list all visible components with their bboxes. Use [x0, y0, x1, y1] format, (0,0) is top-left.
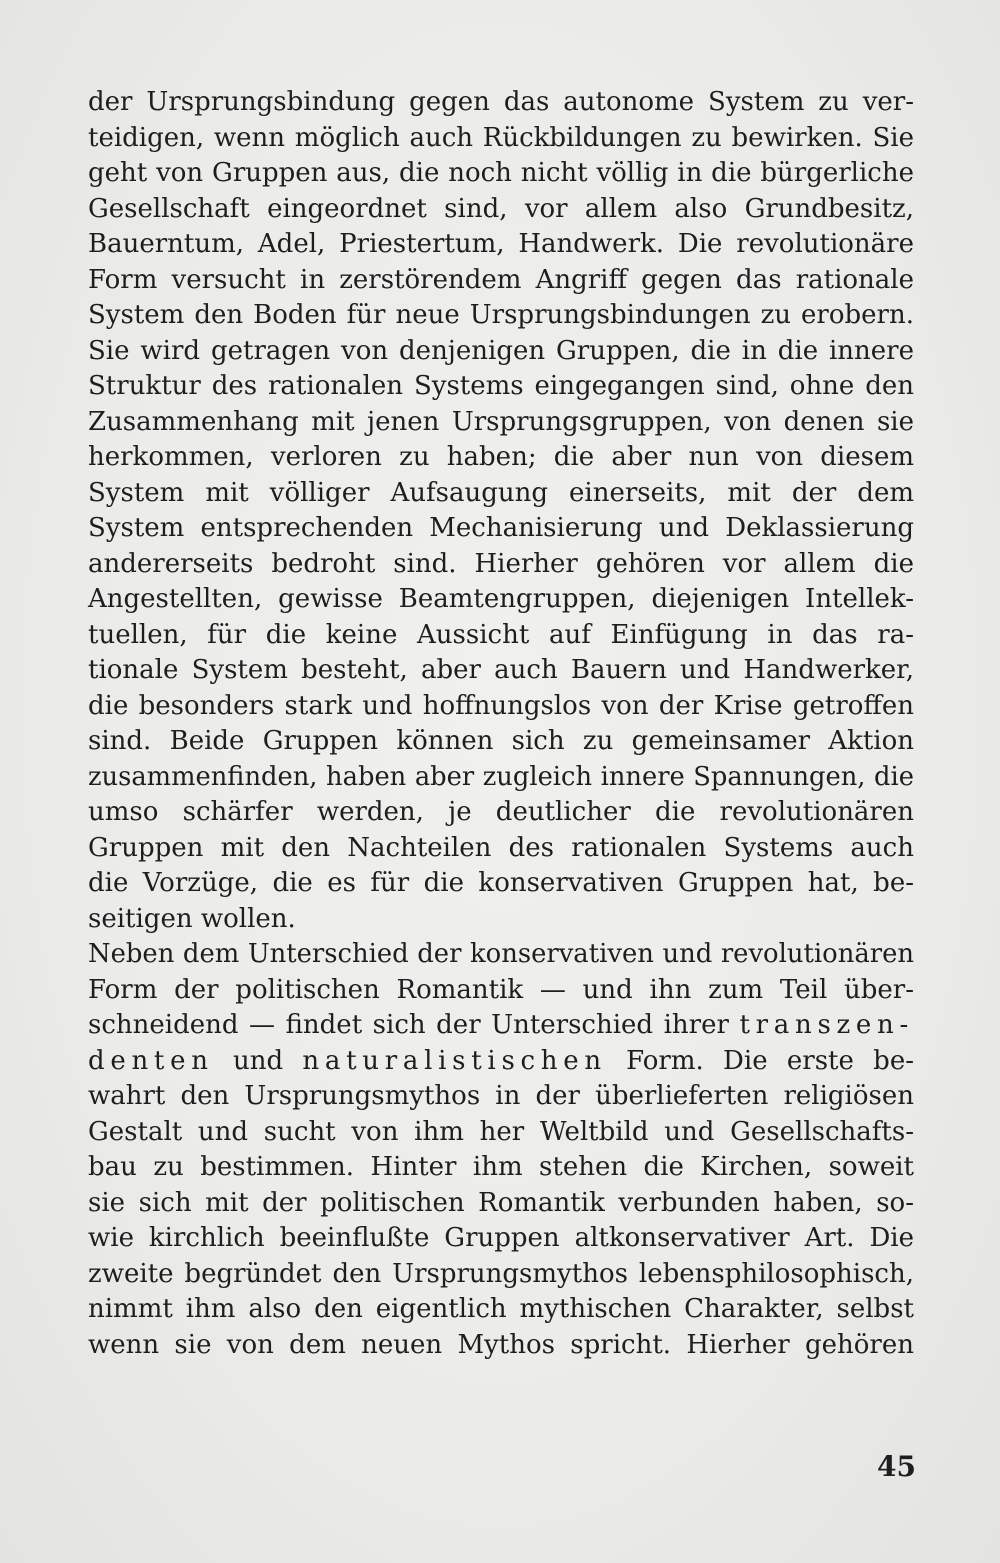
text-line: Bauerntum, Adel, Priestertum, Handwerk. Die revolutionäre	[88, 229, 914, 259]
text-line: Neben dem Unterschied der konservativen und revolutionären	[88, 939, 914, 969]
text-line	[88, 1008, 914, 1044]
text-line: wie kirchlich beeinflußte Gruppen altkonservativer Art. Die	[88, 1223, 914, 1253]
page-number: 45	[877, 1450, 916, 1483]
text-line: zusammenfinden, haben aber zugleich innere Spannungen, die	[88, 761, 914, 792]
text-line: System den Boden für neue Ursprungsbindungen zu erobern.	[88, 300, 914, 330]
text-line: Zusammenhang mit jenen Ursprungsgruppen, von denen sie	[88, 406, 914, 437]
text-line: andererseits bedroht sind. Hierher gehören vor allem die	[88, 548, 914, 579]
text-line: System mit völliger Aufsaugung einerseits, mit der dem	[88, 477, 914, 508]
text-line: Gesellschaft eingeordnet sind, vor allem also Grundbesitz,	[88, 193, 914, 224]
text-line: die Vorzüge, die es für die konservativen Gruppen hat, be-	[88, 868, 914, 898]
text-line: geht von Gruppen aus, die noch nicht völlig in die bürgerliche	[88, 158, 914, 188]
text-line: Form versucht in zerstörendem Angriff gegen das rationale	[88, 264, 914, 295]
text-segment: Form. Die erste be-	[606, 1045, 914, 1076]
text-line: der Ursprungsbindung gegen das autonome System zu ver-	[88, 87, 914, 117]
text-line: sind. Beide Gruppen können sich zu gemeinsamer Aktion	[88, 726, 914, 756]
body-text	[88, 85, 914, 1363]
text-line: umso schärfer werden, je deutlicher die revolutionären	[88, 797, 914, 827]
text-line: sie sich mit der politischen Romantik verbunden haben, so-	[88, 1187, 914, 1218]
text-line: teidigen, wenn möglich auch Rückbildungen zu bewirken. Sie	[88, 122, 914, 153]
text-line: Gestalt und sucht von ihm her Weltbild und Gesellschafts-	[88, 1116, 914, 1147]
emphasized-term: naturalistischen	[302, 1045, 607, 1076]
text-line: wenn sie von dem neuen Mythos spricht. Hierher gehören	[88, 1329, 914, 1360]
text-line: die besonders stark und hoffnungslos von der Krise getroffen	[88, 690, 914, 721]
text-line: bau zu bestimmen. Hinter ihm stehen die Kirchen, soweit	[88, 1152, 914, 1182]
text-line: System entsprechenden Mechanisierung und Deklassierung	[88, 513, 914, 543]
text-line: zweite begründet den Ursprungsmythos lebensphilosophisch,	[88, 1258, 914, 1289]
text-segment: und	[213, 1045, 303, 1076]
text-line: wahrt den Ursprungsmythos in der überlieferten religiösen	[88, 1081, 914, 1111]
text-line	[88, 1044, 914, 1080]
text-line: nimmt ihm also den eigentlich mythischen Charakter, selbst	[88, 1294, 914, 1324]
text-line: Form der politischen Romantik — und ihn zum Teil über-	[88, 974, 914, 1005]
text-line: tionale System besteht, aber auch Bauern und Handwerker,	[88, 655, 914, 685]
text-line: Struktur des rationalen Systems eingegangen sind, ohne den	[88, 371, 914, 401]
text-line: Sie wird getragen von denjenigen Gruppen, die in die innere	[88, 335, 914, 366]
text-line: seitigen wollen.	[88, 903, 296, 934]
text-segment: schneidend — findet sich der Unterschied ihrer	[88, 1010, 740, 1040]
text-line: Gruppen mit den Nachteilen des rationalen Systems auch	[88, 832, 914, 863]
text-line: herkommen, verloren zu haben; die aber nun von diesem	[88, 442, 914, 472]
emphasized-term: transzen-	[739, 1010, 914, 1040]
text-line: Angestellten, gewisse Beamtengruppen, diejenigen Intellek-	[88, 584, 914, 614]
emphasized-term: denten	[88, 1045, 214, 1076]
text-line: tuellen, für die keine Aussicht auf Einfügung in das ra-	[88, 619, 914, 650]
